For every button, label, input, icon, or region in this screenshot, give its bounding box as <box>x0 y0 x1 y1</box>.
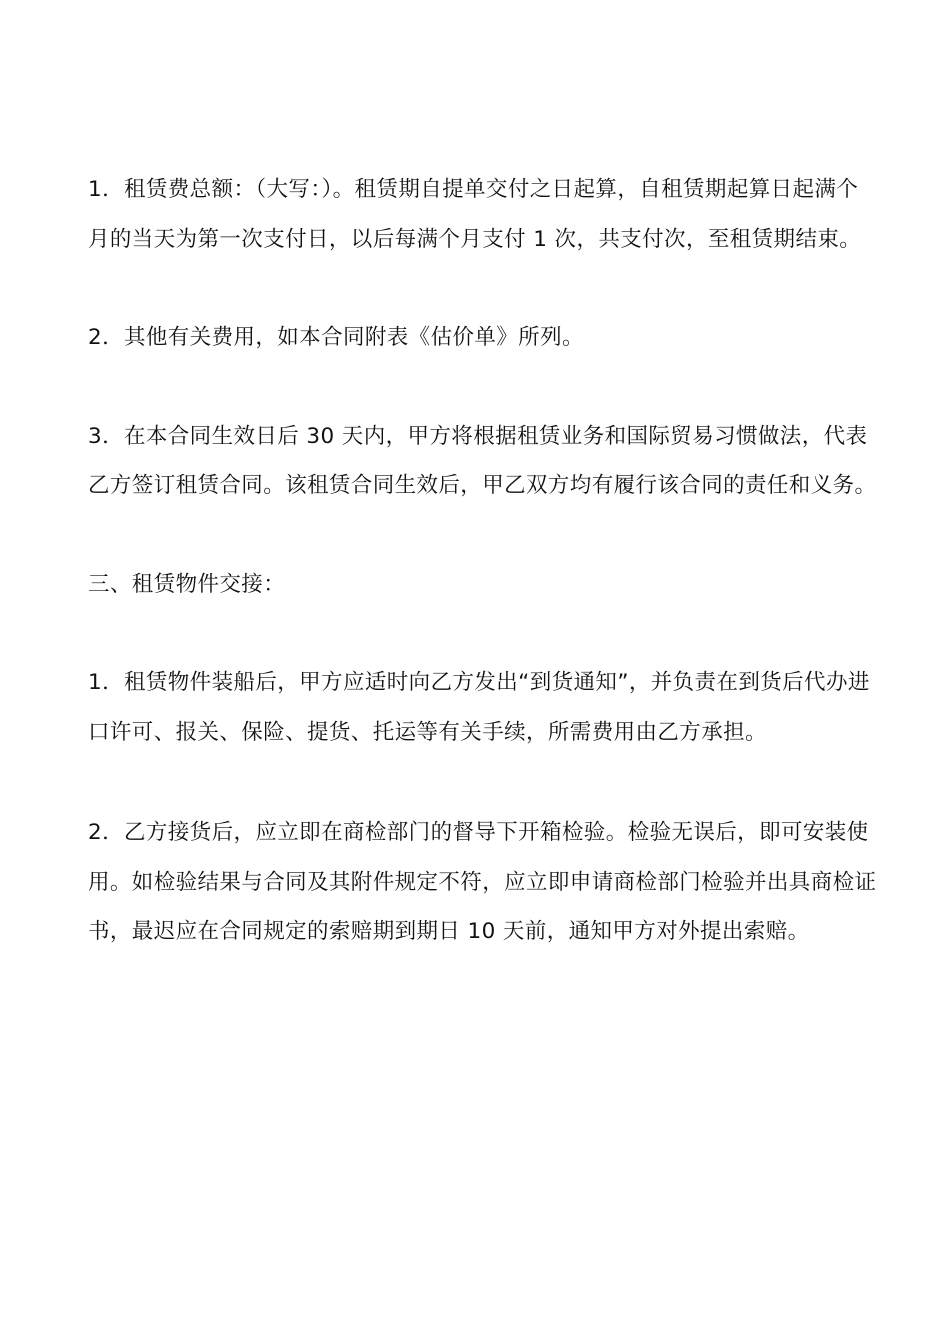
paragraph-rent-total: 1．租赁费总额：（大写：）。租赁期自提单交付之日起算，自租赁期起算日起满个月的当天为第一次支付日，以后每满个月支付 1 次，共支付次，至租赁期结束。 <box>88 177 862 252</box>
document-body <box>88 165 878 957</box>
paragraph-arrival-notice: 1．租赁物件装船后，甲方应适时向乙方发出“到货通知”，并负责在到货后代办进口许可、报关、保险、提货、托运等有关手续，所需费用由乙方承担。 <box>88 670 870 745</box>
paragraph-other-fees: 2．其他有关费用，如本合同附表《估价单》所列。 <box>88 325 584 350</box>
paragraph-inspection: 2．乙方接货后，应立即在商检部门的督导下开箱检验。检验无误后，即可安装使用。如检验结果与合同及其附件规定不符，应立即申请商检部门检验并出具商检证书，最迟应在合同规定的索赔期到期日 10 天前，通知甲方对外提出索赔。 <box>88 820 877 944</box>
paragraph-spacer <box>88 757 878 808</box>
paragraph-lease-contract: 3．在本合同生效日后 30 天内，甲方将根据租赁业务和国际贸易习惯做法，代表乙方签订租赁合同。该租赁合同生效后，甲乙双方均有履行该合同的责任和义务。 <box>88 423 877 498</box>
paragraph-spacer <box>88 363 878 412</box>
paragraph-spacer <box>88 609 878 658</box>
paragraph-spacer <box>88 264 878 313</box>
section-heading-handover: 三、租赁物件交接： <box>88 571 286 597</box>
paragraph-spacer <box>88 511 878 560</box>
